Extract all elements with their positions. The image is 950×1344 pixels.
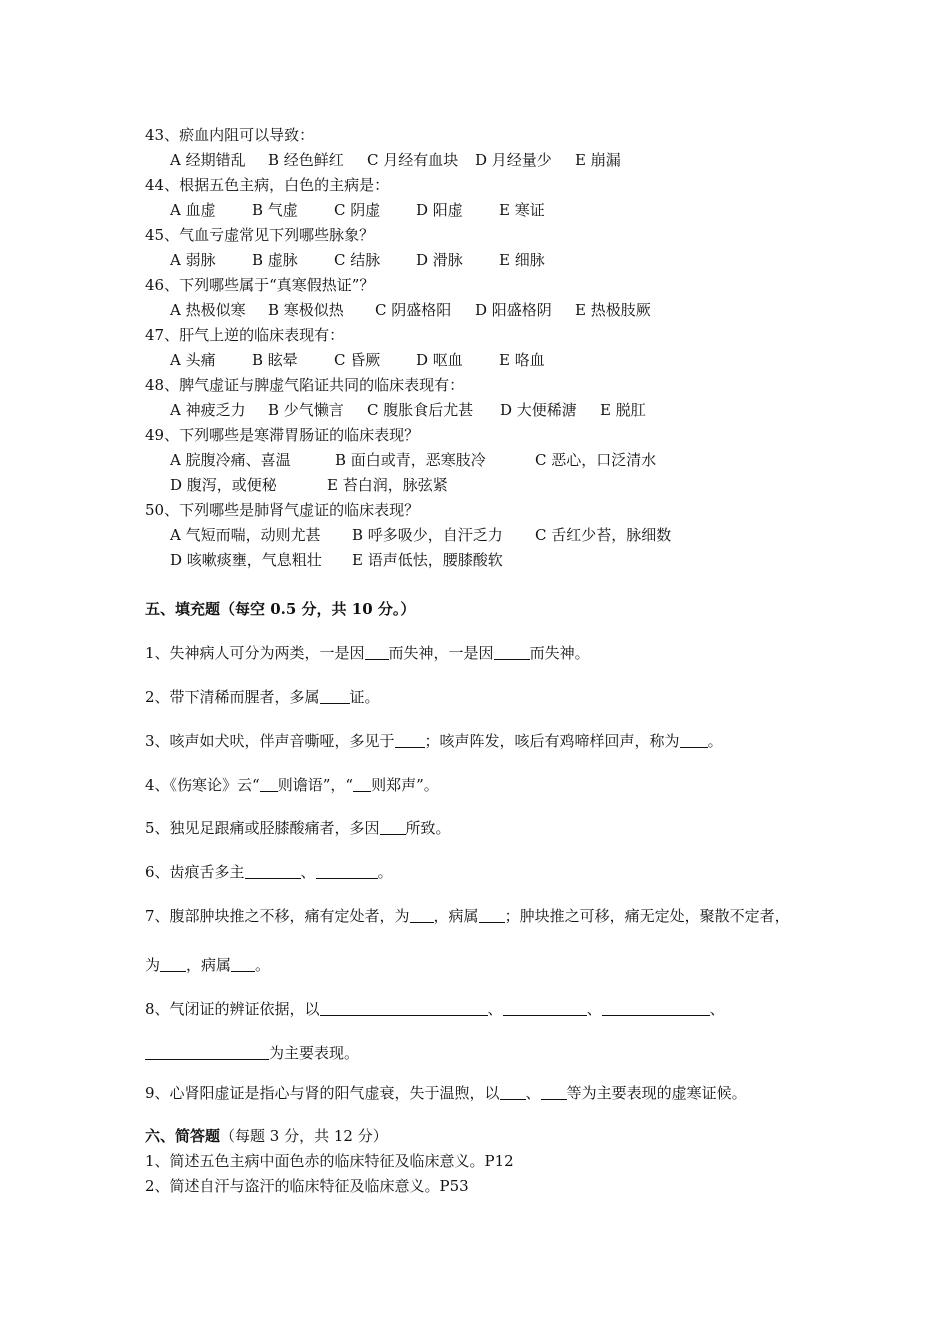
question-44: 44、根据五色主病，白色的主病是： bbox=[145, 176, 390, 194]
option: E 细脉 bbox=[499, 251, 545, 269]
option: B 气虚 bbox=[252, 201, 298, 219]
option: B 面白或青，恶寒肢冷 bbox=[335, 451, 486, 469]
option: C 昏厥 bbox=[334, 351, 381, 369]
answer-blank[interactable] bbox=[479, 906, 505, 923]
option: B 少气懒言 bbox=[268, 401, 344, 419]
option: E 苔白润，脉弦紧 bbox=[327, 476, 448, 494]
answer-blank[interactable] bbox=[316, 862, 378, 879]
fill-question-8-line-1: 8、气闭证的辨证依据，以 、 、 、 bbox=[145, 1000, 725, 1018]
option: D 月经量少 bbox=[475, 151, 552, 169]
option: D 呕血 bbox=[416, 351, 463, 369]
section-5-heading: 五、填充题（每空 0.5 分，共 10 分。） bbox=[145, 600, 416, 618]
question-43: 43、瘀血内阻可以导致： bbox=[145, 126, 315, 144]
option: A 头痛 bbox=[170, 351, 216, 369]
answer-blank[interactable] bbox=[395, 731, 425, 748]
answer-blank[interactable] bbox=[320, 999, 488, 1016]
answer-blank[interactable] bbox=[541, 1083, 567, 1100]
option: C 阴虚 bbox=[334, 201, 381, 219]
option: A 血虚 bbox=[170, 201, 216, 219]
answer-blank[interactable] bbox=[365, 643, 389, 660]
fill-question-3: 3、咳声如犬吠，伴声音嘶哑，多见于 ；咳声阵发，咳后有鸡啼样回声，称为 。 bbox=[145, 732, 723, 750]
options-50-line-1 bbox=[170, 524, 671, 546]
question-47: 47、肝气上逆的临床表现有： bbox=[145, 326, 345, 344]
fill-question-7-line-2: 为 ，病属 。 bbox=[145, 956, 271, 974]
option: C 舌红少苔，脉细数 bbox=[535, 526, 672, 544]
answer-blank[interactable] bbox=[503, 999, 587, 1016]
options-49-line-1 bbox=[170, 449, 656, 471]
answer-blank[interactable] bbox=[245, 862, 301, 879]
answer-blank[interactable] bbox=[500, 1083, 526, 1100]
option: B 虚脉 bbox=[252, 251, 298, 269]
fill-question-1: 1、失神病人可分为两类，一是因 而失神，一是因 而失神。 bbox=[145, 644, 590, 662]
options-44 bbox=[170, 199, 545, 221]
options-43 bbox=[170, 149, 621, 171]
fill-question-2: 2、带下清稀而腥者，多属 证。 bbox=[145, 688, 380, 706]
fill-question-5: 5、独见足跟痛或胫膝酸痛者，多因 所致。 bbox=[145, 819, 451, 837]
option: A 神疲乏力 bbox=[170, 401, 246, 419]
answer-blank[interactable] bbox=[494, 643, 530, 660]
answer-blank[interactable] bbox=[160, 955, 186, 972]
answer-blank[interactable] bbox=[260, 775, 278, 792]
option: E 语声低怯，腰膝酸软 bbox=[352, 551, 503, 569]
option: A 弱脉 bbox=[170, 251, 216, 269]
option: A 脘腹冷痛、喜温 bbox=[170, 451, 291, 469]
option: D 腹泻，或便秘 bbox=[170, 476, 277, 494]
option: A 热极似寒 bbox=[170, 301, 246, 319]
short-question-2: 2、简述自汗与盗汗的临床特征及临床意义。P53 bbox=[145, 1177, 469, 1195]
fill-question-6: 6、齿痕舌多主 、 。 bbox=[145, 863, 393, 881]
question-50: 50、下列哪些是肺肾气虚证的临床表现？ bbox=[145, 501, 420, 519]
option: B 寒极似热 bbox=[268, 301, 344, 319]
option: A 经期错乱 bbox=[170, 151, 246, 169]
answer-blank[interactable] bbox=[145, 1043, 269, 1060]
answer-blank[interactable] bbox=[320, 687, 350, 704]
option: C 阴盛格阳 bbox=[375, 301, 452, 319]
option: E 崩漏 bbox=[575, 151, 621, 169]
options-45 bbox=[170, 249, 545, 271]
option: C 月经有血块 bbox=[367, 151, 459, 169]
options-49-line-2 bbox=[170, 474, 448, 496]
question-49: 49、下列哪些是寒滞胃肠证的临床表现？ bbox=[145, 426, 420, 444]
answer-blank[interactable] bbox=[231, 955, 255, 972]
fill-question-8-line-2: 为主要表现。 bbox=[145, 1041, 359, 1065]
answer-blank[interactable] bbox=[410, 906, 434, 923]
options-50-line-2 bbox=[170, 549, 503, 571]
option: C 恶心，口泛清水 bbox=[535, 451, 657, 469]
option: C 腹胀食后尤甚 bbox=[367, 401, 474, 419]
question-45: 45、气血亏虚常见下列哪些脉象？ bbox=[145, 226, 375, 244]
option: E 热极肢厥 bbox=[575, 301, 651, 319]
option: E 咯血 bbox=[499, 351, 545, 369]
option: B 眩晕 bbox=[252, 351, 298, 369]
question-48: 48、脾气虚证与脾虚气陷证共同的临床表现有： bbox=[145, 376, 465, 394]
option: E 寒证 bbox=[499, 201, 545, 219]
option: E 脱肛 bbox=[600, 401, 646, 419]
option: B 呼多吸少，自汗乏力 bbox=[352, 526, 503, 544]
option: D 阳虚 bbox=[416, 201, 463, 219]
fill-question-9: 9、心肾阳虚证是指心与肾的阳气虚衰，失于温煦，以 、 等为主要表现的虚寒证候。 bbox=[145, 1084, 747, 1102]
option: B 经色鲜红 bbox=[268, 151, 344, 169]
fill-question-4: 4、《伤寒论》云“ 则谵语”，“ 则郑声”。 bbox=[145, 776, 439, 794]
answer-blank[interactable] bbox=[602, 999, 710, 1016]
option: D 滑脉 bbox=[416, 251, 463, 269]
options-46 bbox=[170, 299, 651, 321]
options-47 bbox=[170, 349, 545, 371]
option: C 结脉 bbox=[334, 251, 381, 269]
question-46: 46、下列哪些属于“真寒假热证”？ bbox=[145, 276, 375, 294]
short-question-1: 1、简述五色主病中面色赤的临床特征及临床意义。P12 bbox=[145, 1152, 514, 1170]
option: D 阳盛格阴 bbox=[475, 301, 552, 319]
option: D 咳嗽痰壅，气息粗壮 bbox=[170, 551, 322, 569]
option: A 气短而喘，动则尤甚 bbox=[170, 526, 321, 544]
section-6-heading: 六、简答题（每题 3 分，共 12 分） bbox=[145, 1127, 388, 1145]
option: D 大便稀溏 bbox=[500, 401, 577, 419]
fill-question-7-line-1: 7、腹部肿块推之不移，痛有定处者，为 ，病属 ；肿块推之可移，痛无定处，聚散不定者， bbox=[145, 907, 790, 925]
answer-blank[interactable] bbox=[680, 731, 708, 748]
answer-blank[interactable] bbox=[353, 775, 371, 792]
options-48 bbox=[170, 399, 646, 421]
answer-blank[interactable] bbox=[380, 818, 406, 835]
